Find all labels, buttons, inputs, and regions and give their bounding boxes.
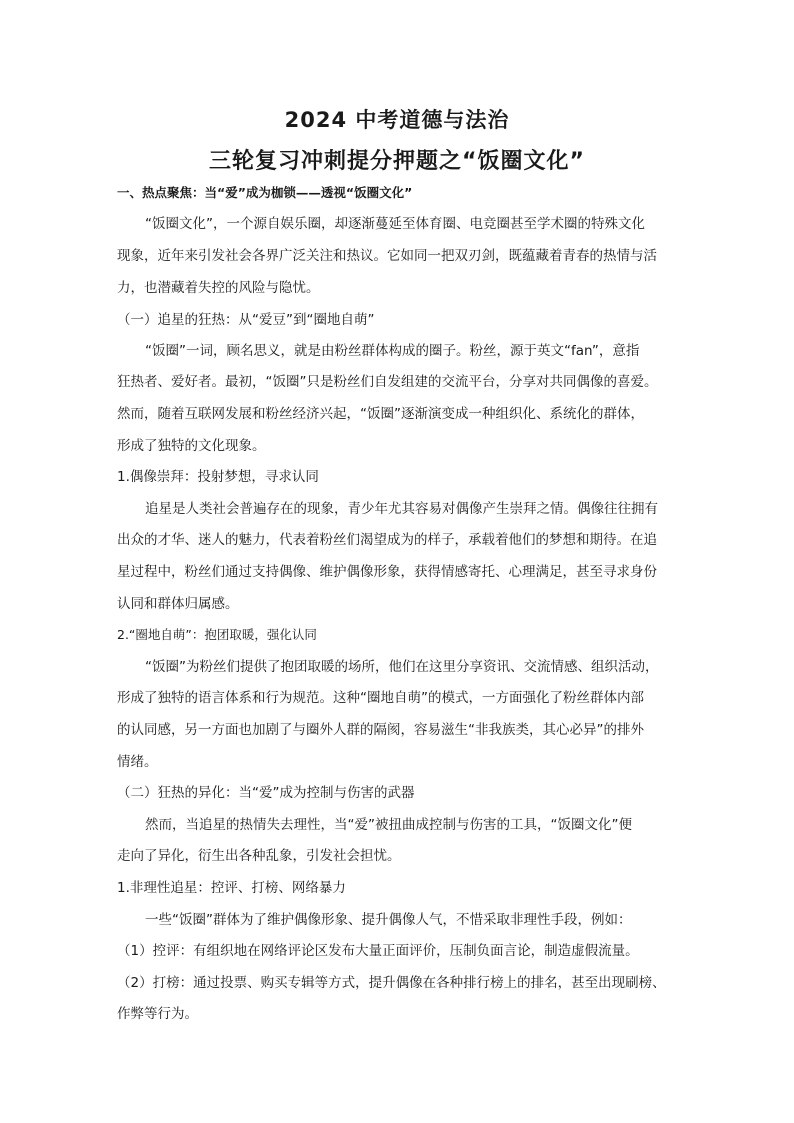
paragraph-line: 形成了独特的文化现象。 — [117, 438, 266, 454]
section-heading: 一、热点聚焦：当“爱”成为枷锁——透视“饭圈文化” — [117, 185, 413, 200]
subsection-heading: （一）追星的狂热：从“爱豆”到“圈地自萌” — [117, 312, 375, 328]
paragraph-line: 形成了独特的语言体系和行为规范。这种“圈地自萌”的模式，一方面强化了粉丝群体内部 — [117, 690, 644, 706]
paragraph-line: 然而，随着互联网发展和粉丝经济兴起，“饭圈”逐渐演变成一种组织化、系统化的群体， — [117, 406, 644, 422]
paragraph-line: 的认同感，另一方面也加剧了与圈外人群的隔阂，容易滋生“非我族类，其心必异”的排外 — [117, 722, 644, 738]
point-heading: 2.“圈地自萌”：抱团取暖，强化认同 — [117, 627, 317, 642]
list-item: （1）控评：有组织地在网络评论区发布大量正面评价，压制负面言论，制造虚假流量。 — [117, 943, 639, 959]
paragraph-line: 现象，近年来引发社会各界广泛关注和热议。它如同一把双刃剑，既蕴藏着青春的热情与活 — [117, 248, 657, 264]
document-subtitle: 三轮复习冲刺提分押题之“饭圈文化” — [209, 149, 585, 174]
paragraph-line: 走向了异化，衍生出各种乱象，引发社会担忧。 — [117, 848, 401, 864]
document-title: 2024 中考道德与法治 — [284, 108, 510, 132]
paragraph-line: 情绪。 — [117, 754, 158, 770]
paragraph-line: 认同和群体归属感。 — [117, 596, 239, 612]
paragraph-line: “饭圈”为粉丝们提供了抱团取暖的场所，他们在这里分享资讯、交流情感、组织活动， — [145, 659, 659, 675]
paragraph-line: 力，也潜藏着失控的风险与隐忧。 — [117, 280, 320, 296]
paragraph-line: 狂热者、爱好者。最初，“饭圈”只是粉丝们自发组建的交流平台，分享对共同偶像的喜爱。 — [117, 374, 658, 390]
paragraph-line: 然而，当追星的热情失去理性，当“爱”被扭曲成控制与伤害的工具，“饭圈文化”便 — [145, 817, 632, 833]
point-heading: 1.偶像崇拜：投射梦想，寻求认同 — [117, 469, 319, 485]
paragraph-line: 星过程中，粉丝们通过支持偶像、维护偶像形象，获得情感寄托、心理满足，甚至寻求身份 — [117, 564, 657, 580]
point-heading: 1.非理性追星：控评、打榜、网络暴力 — [117, 880, 346, 896]
paragraph-line: 出众的才华、迷人的魅力，代表着粉丝们渴望成为的样子，承载着他们的梦想和期待。在追 — [117, 532, 657, 548]
paragraph-line: “饭圈文化”，一个源自娱乐圈，却逐渐蔓延至体育圈、电竞圈甚至学术圈的特殊文化 — [145, 216, 645, 232]
paragraph-line: 一些“饭圈”群体为了维护偶像形象、提升偶像人气，不惜采取非理性手段，例如： — [145, 912, 632, 928]
paragraph-line: 作弊等行为。 — [117, 1006, 198, 1022]
subsection-heading: （二）狂热的异化：当“爱”成为控制与伤害的武器 — [117, 785, 415, 801]
paragraph-line: 追星是人类社会普遍存在的现象，青少年尤其容易对偶像产生崇拜之情。偶像往往拥有 — [145, 501, 658, 517]
list-item: （2）打榜：通过投票、购买专辑等方式，提升偶像在各种排行榜上的排名，甚至出现刷榜、 — [117, 975, 666, 991]
paragraph-line: “饭圈”一词，顾名思义，就是由粉丝群体构成的圈子。粉丝，源于英文“fan”，意指 — [145, 343, 640, 359]
